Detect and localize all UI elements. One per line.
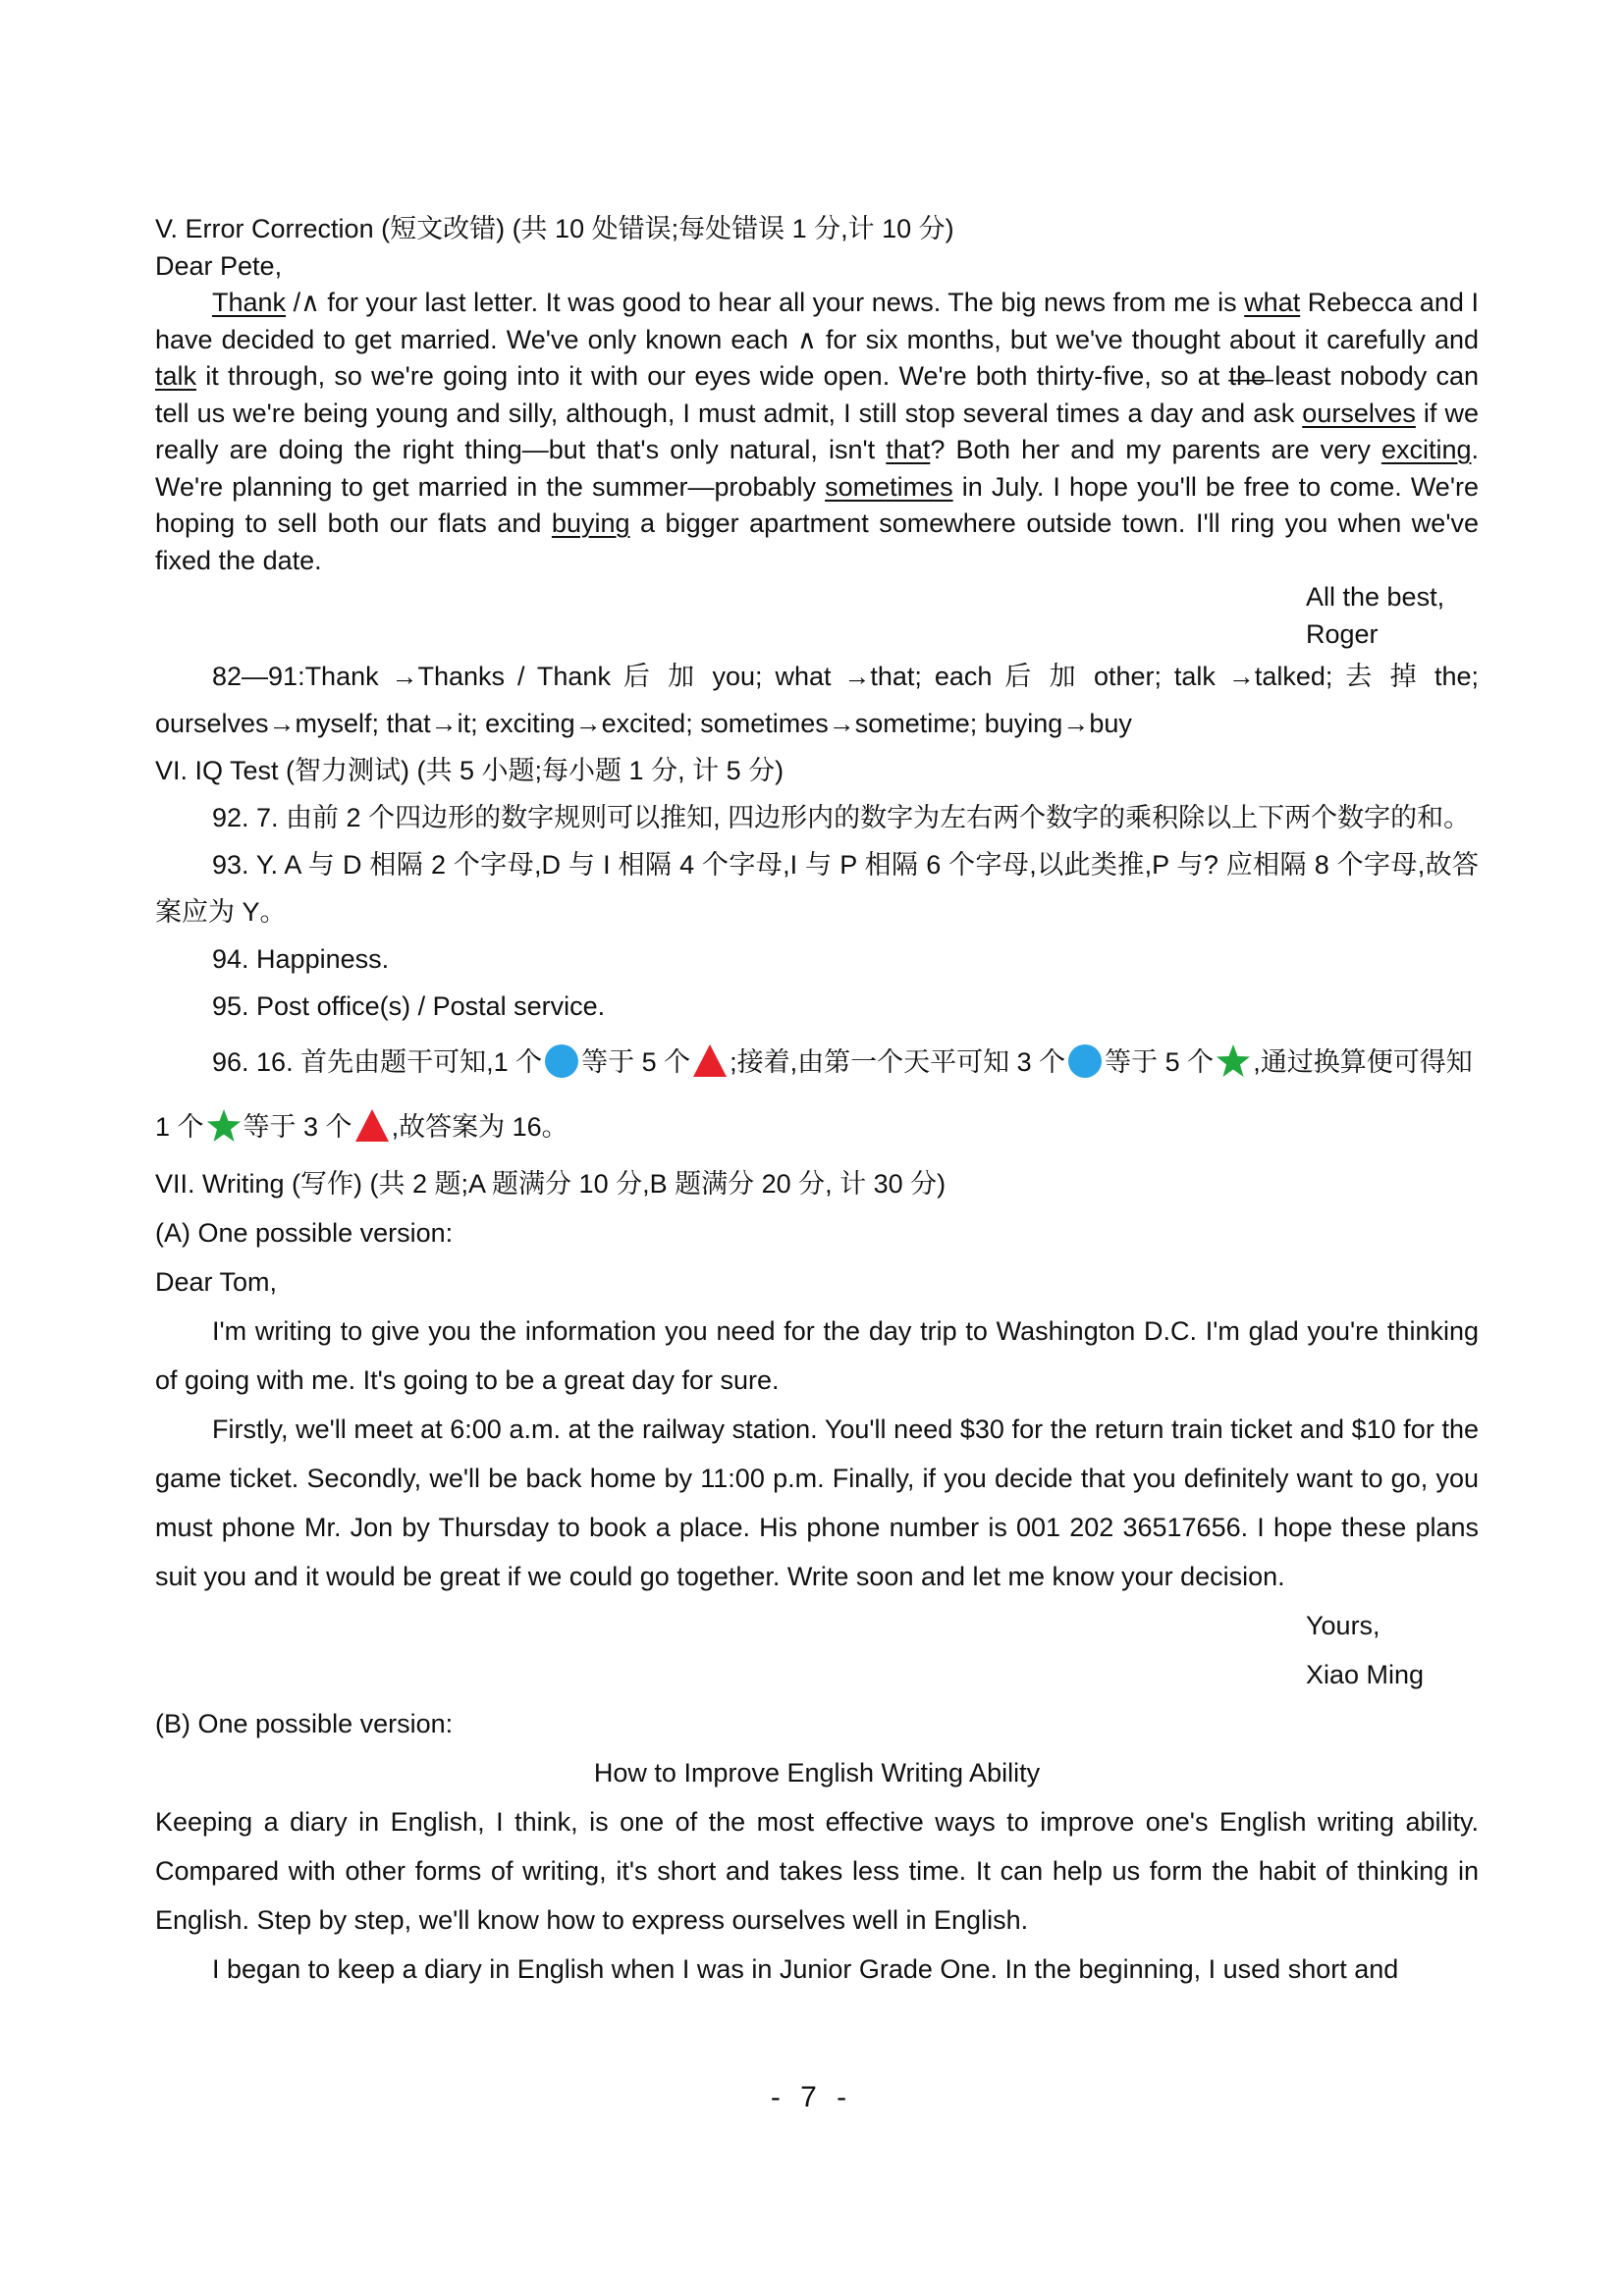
version-b-title: How to Improve English Writing Ability xyxy=(593,1758,1041,1788)
q96-text-3: ;接着,由第一个天平可知 3 个 xyxy=(730,1047,1066,1077)
q96-text-6: 等于 3 个 xyxy=(243,1112,352,1142)
letter-signature: Roger xyxy=(1306,618,1379,649)
letter-text: a bigger apartment somewhere outside town. I'll ring you when we've fixed the date. xyxy=(155,508,1479,575)
version-a-greeting: Dear Tom, xyxy=(155,1267,278,1297)
blue-circle-icon xyxy=(1067,1043,1103,1079)
iq-answer-92: 92. 7. 由前 2 个四边形的数字规则可以推知, 四边形内的数字为左右两个数字的乘积除以上下两个数字的和。 xyxy=(212,803,1471,832)
version-a-signature: Xiao Ming xyxy=(1306,1660,1425,1689)
underlined-error-word: ourselves xyxy=(1302,398,1416,428)
q96-text-1: 96. 16. 首先由题干可知,1 个 xyxy=(212,1047,543,1077)
red-triangle-icon xyxy=(354,1108,390,1144)
letter-text: ? Both her and my parents are very xyxy=(930,435,1381,464)
page-number: - 7 - xyxy=(770,2081,853,2113)
letter-text: . We're planning to get married in the summer—probably xyxy=(155,435,1479,502)
underlined-error-word: buying xyxy=(551,508,630,538)
letter-text: it through, so we're going into it with our eyes wide open. We're both thirty-five, so at t̶h̶e̶ least nobody can tell us we're being young and silly, although, I must admit, I still stop several times a day and ask xyxy=(155,361,1479,428)
section-5-heading: V. Error Correction (短文改错) (共 10 处错误;每处错误 1 分,计 10 分) xyxy=(155,214,954,243)
letter-text: Rebecca and I have decided to get married. We've only known each ∧ for six months, but we've thought about it carefully and xyxy=(155,288,1479,354)
letter-text: /∧ for your last letter. It was good to hear all your news. The big news from me is xyxy=(286,288,1245,317)
version-a-closing: Yours, xyxy=(1306,1611,1380,1640)
letter-greeting: Dear Pete, xyxy=(155,250,283,281)
version-b-paragraph-1: Keeping a diary in English, I think, is one of the most effective ways to improve one's English writing ability. Compared with other forms of writing, it's short and takes less time. It can help us form the habit of thinking in English. Step by step, we'll know how to express ourselves well in English. xyxy=(155,1807,1479,1935)
underlined-error-word: Thank xyxy=(212,288,287,317)
iq-answer-96 xyxy=(155,1030,1479,1159)
green-star-icon xyxy=(206,1108,242,1144)
version-b-paragraph-2: I began to keep a diary in English when I was in Junior Grade One. In the beginning, I used short and xyxy=(212,1954,1399,1984)
underlined-error-word: what xyxy=(1244,288,1301,317)
underlined-error-word: sometimes xyxy=(825,471,953,502)
version-a-label: (A) One possible version: xyxy=(155,1218,454,1248)
q96-text-4: 等于 5 个 xyxy=(1105,1047,1215,1077)
red-triangle-icon xyxy=(692,1043,728,1079)
section-6-heading: VI. IQ Test (智力测试) (共 5 小题;每小题 1 分, 计 5 分) xyxy=(155,756,784,785)
version-b-label: (B) One possible version: xyxy=(155,1709,454,1738)
blue-circle-icon xyxy=(544,1043,579,1079)
section-7-heading: VII. Writing (写作) (共 2 题;A 题满分 10 分,B 题满分 20 分, 计 30 分) xyxy=(155,1169,947,1199)
document-page xyxy=(155,211,1479,1994)
iq-answer-94: 94. Happiness. xyxy=(212,944,390,974)
letter-text: if we really are doing the right thing—but that's only natural, isn't xyxy=(155,398,1479,464)
underlined-error-word: exciting xyxy=(1380,435,1472,464)
error-correction-answers: 82—91:Thank →Thanks / Thank 后 加 you; what →that; each 后 加 other; talk →talked; 去 掉 the; ourselves→myself; that→it; exciting→excited; sometimes→sometime; buying→buy xyxy=(155,662,1479,738)
underlined-error-word: talk xyxy=(155,361,197,391)
underlined-error-word: that xyxy=(886,435,931,464)
iq-answer-95: 95. Post office(s) / Postal service. xyxy=(212,991,606,1021)
letter-body xyxy=(155,285,1479,579)
green-star-icon xyxy=(1216,1043,1251,1079)
q96-text-2: 等于 5 个 xyxy=(581,1047,691,1077)
iq-answer-93: 93. Y. A 与 D 相隔 2 个字母,D 与 I 相隔 4 个字母,I 与 P 相隔 6 个字母,以此类推,P 与? 应相隔 8 个字母,故答案应为 Y。 xyxy=(155,850,1479,927)
q96-text-5: ,通过换算便可得知 1 个 xyxy=(155,1047,1473,1142)
letter-text: in July. I hope you'll be free to come. We're hoping to sell both our flats and xyxy=(155,471,1479,538)
q96-text-7: ,故答案为 16。 xyxy=(391,1112,568,1142)
letter-closing: All the best, xyxy=(1306,582,1445,612)
version-a-paragraph-2: Firstly, we'll meet at 6:00 a.m. at the railway station. You'll need $30 for the return train ticket and $10 for the game ticket. Secondly, we'll be back home by 11:00 p.m. Finally, if you decide that you definitely want to go, you must phone Mr. Jon by Thursday to book a place. His phone number is 001 202 36517656. I hope these plans suit you and it would be great if we could go together. Write soon and let me know your decision. xyxy=(155,1415,1479,1591)
version-a-paragraph-1: I'm writing to give you the information you need for the day trip to Washington D.C. I'm glad you're thinking of going with me. It's going to be a great day for sure. xyxy=(155,1316,1479,1395)
